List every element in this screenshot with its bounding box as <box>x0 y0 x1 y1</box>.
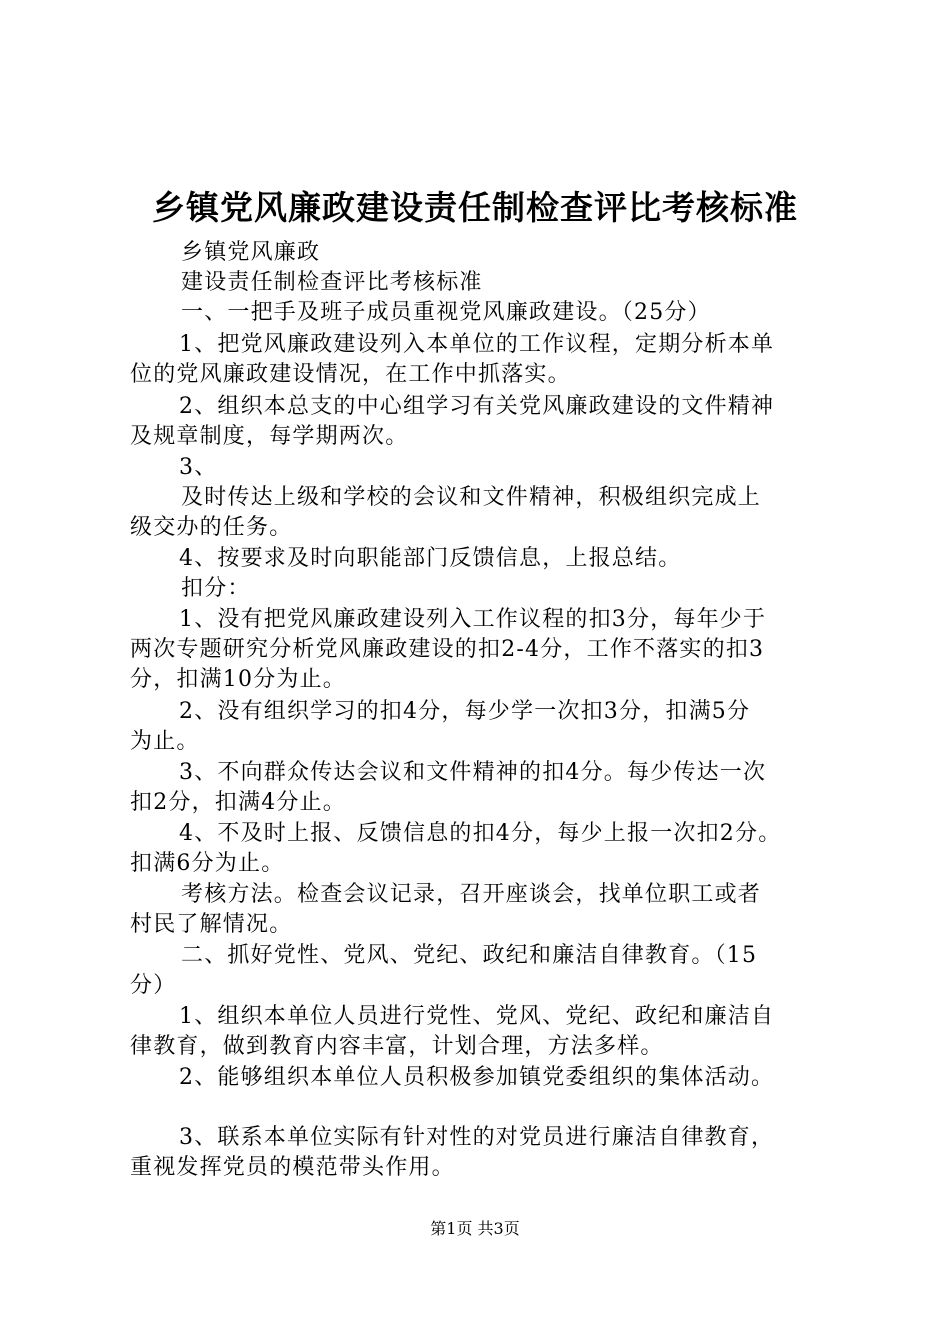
section-heading-1: 一、一把手及班子成员重视党风廉政建设。（25分） <box>181 300 711 325</box>
text-line: 级交办的任务。 <box>130 515 293 540</box>
text-line: 2、没有组织学习的扣4分，每少学一次扣3分，扣满5分 <box>179 699 751 724</box>
text-line: 1、没有把党风廉政建设列入工作议程的扣3分，每年少于 <box>179 607 767 632</box>
text-line: 建设责任制检查评比考核标准 <box>181 270 483 295</box>
text-line: 2、组织本总支的中心组学习有关党风廉政建设的文件精神 <box>179 394 775 419</box>
text-line: 扣满6分为止。 <box>130 851 285 876</box>
text-line: 重视发挥党员的模范带头作用。 <box>130 1155 455 1180</box>
deduction-heading: 扣分： <box>181 576 251 601</box>
text-line: 及规章制度，每学期两次。 <box>130 424 409 449</box>
text-line: 及时传达上级和学校的会议和文件精神，积极组织完成上 <box>181 485 762 510</box>
document-title: 乡镇党风廉政建设责任制检查评比考核标准 <box>152 188 798 227</box>
text-line: 乡镇党风廉政 <box>181 240 321 265</box>
text-line: 4、按要求及时向职能部门反馈信息，上报总结。 <box>179 546 682 571</box>
text-line: 位的党风廉政建设情况，在工作中抓落实。 <box>130 362 571 387</box>
text-line: 两次专题研究分析党风廉政建设的扣2-4分，工作不落实的扣3 <box>130 637 765 662</box>
text-line: 为止。 <box>130 729 200 754</box>
text-line: 1、组织本单位人员进行党性、党风、党纪、政纪和廉洁自 <box>179 1004 775 1029</box>
text-line: 3、联系本单位实际有针对性的对党员进行廉洁自律教育， <box>179 1125 775 1150</box>
page-number: 第1页 共3页 <box>430 1219 520 1238</box>
text-line: 2、能够组织本单位人员积极参加镇党委组织的集体活动。 <box>179 1065 775 1090</box>
text-line: 扣2分，扣满4分止。 <box>130 790 346 815</box>
text-line: 分，扣满10分为止。 <box>130 667 346 692</box>
text-line: 3、 <box>179 455 218 480</box>
text-line: 考核方法。检查会议记录，召开座谈会，找单位职工或者 <box>181 882 762 907</box>
text-line: 村民了解情况。 <box>130 912 293 937</box>
text-line: 3、不向群众传达会议和文件精神的扣4分。每少传达一次 <box>179 760 767 785</box>
text-line: 律教育，做到教育内容丰富，计划合理，方法多样。 <box>130 1034 664 1059</box>
text-line: 1、把党风廉政建设列入本单位的工作议程，定期分析本单 <box>179 332 775 357</box>
text-line: 4、不及时上报、反馈信息的扣4分，每少上报一次扣2分。 <box>179 821 782 846</box>
text-line: 分） <box>130 973 177 998</box>
section-heading-2: 二、抓好党性、党风、党纪、政纪和廉洁自律教育。（15 <box>181 943 758 968</box>
